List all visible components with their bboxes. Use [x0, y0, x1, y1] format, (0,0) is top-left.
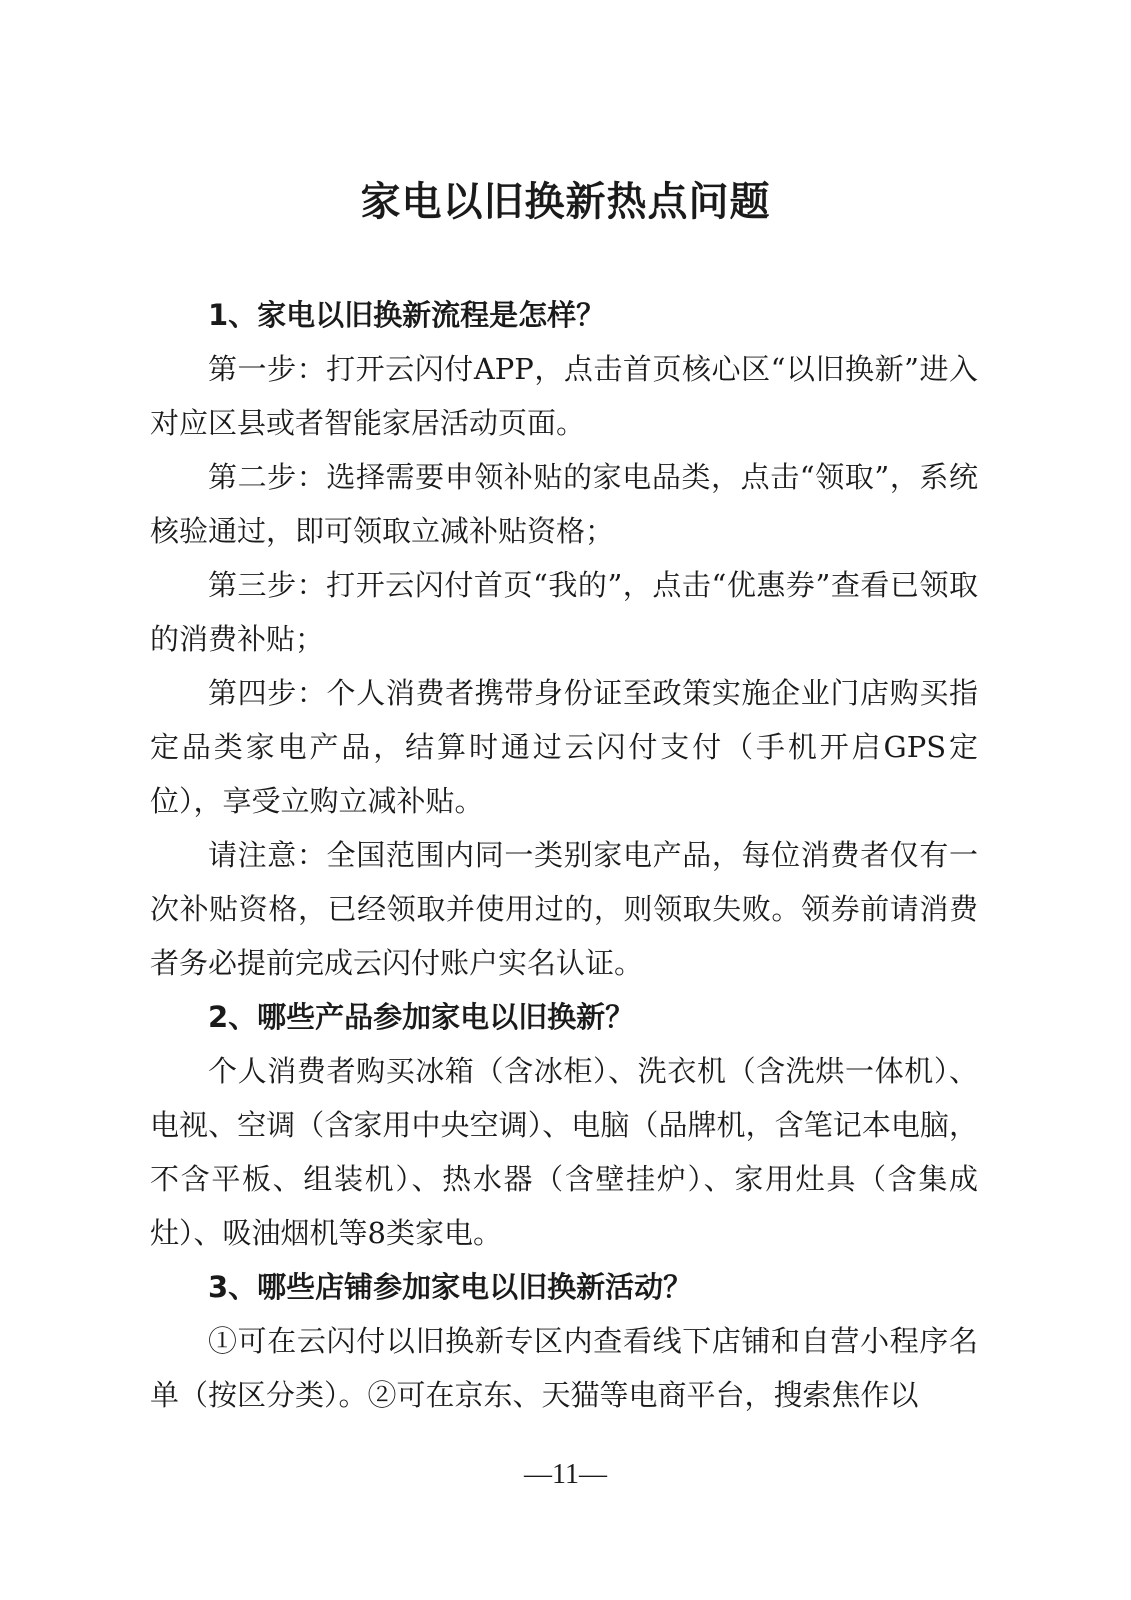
paragraph-products: 个人消费者购买冰箱（含冰柜）、洗衣机（含洗烘一体机）、电视、空调（含家用中央空调）、电脑（品牌机，含笔记本电脑，不含平板、组装机）、热水器（含壁挂炉）、家用灶具（含集成灶）、吸油烟机等8类家电。 — [150, 1054, 978, 1250]
document-title: 家电以旧换新热点问题 — [360, 179, 771, 225]
section-heading-3: 3、哪些店铺参加家电以旧换新活动？ — [208, 1270, 693, 1304]
paragraph-step-3: 第三步：打开云闪付首页“我的”，点击“优惠券”查看已领取的消费补贴； — [150, 568, 978, 656]
paragraph-notice: 请注意：全国范围内同一类别家电产品，每位消费者仅有一次补贴资格，已经领取并使用过的，则领取失败。领券前请消费者务必提前完成云闪付账户实名认证。 — [150, 838, 978, 980]
paragraph-step-1: 第一步：打开云闪付APP，点击首页核心区“以旧换新”进入对应区县或者智能家居活动页面。 — [150, 352, 978, 440]
paragraph-step-2: 第二步：选择需要申领补贴的家电品类，点击“领取”，系统核验通过，即可领取立减补贴资格； — [150, 460, 978, 548]
document-body — [150, 288, 978, 1422]
section-heading-1: 1、家电以旧换新流程是怎样？ — [208, 298, 606, 332]
page-number: —11— — [524, 1459, 607, 1490]
paragraph-step-4: 第四步：个人消费者携带身份证至政策实施企业门店购买指定品类家电产品，结算时通过云闪付支付（手机开启GPS定位），享受立购立减补贴。 — [150, 676, 978, 818]
paragraph-stores: ①可在云闪付以旧换新专区内查看线下店铺和自营小程序名单（按区分类）。②可在京东、天猫等电商平台，搜索焦作以 — [150, 1324, 978, 1412]
section-heading-2: 2、哪些产品参加家电以旧换新？ — [208, 1000, 635, 1034]
